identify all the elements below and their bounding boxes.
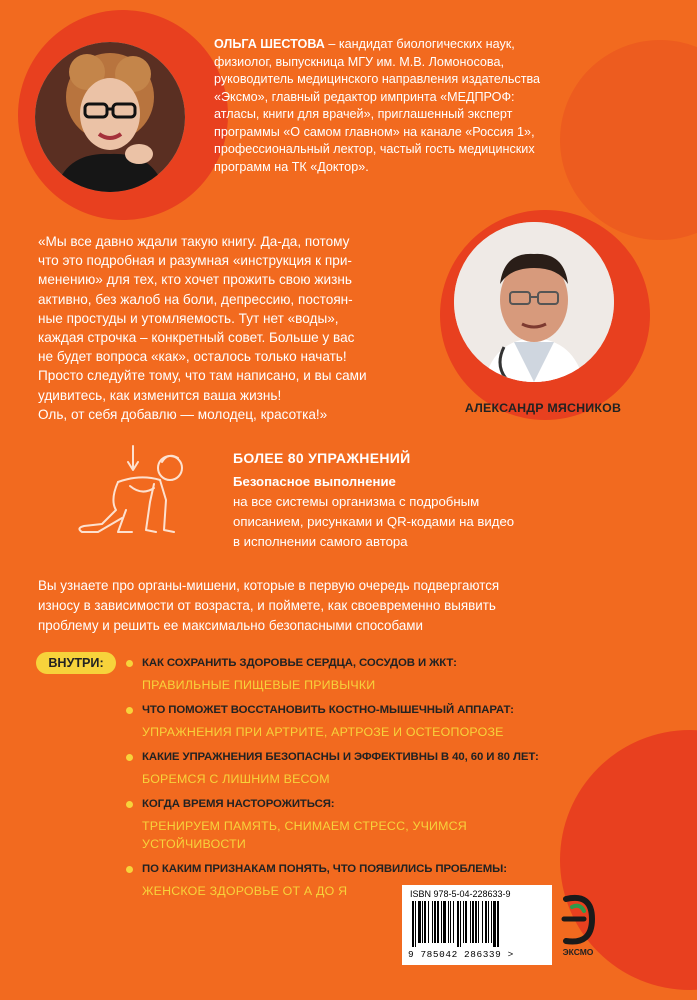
bullet-icon	[126, 866, 133, 873]
summary-line: проблему и решить ее максимально безопасными способами	[38, 618, 423, 633]
list-item	[126, 797, 566, 853]
doctor-portrait	[454, 222, 614, 382]
author-bio-line: «Эксмо», главный редактор импринта «МЕДПРОФ:	[214, 89, 515, 104]
quote-line: «Мы все давно ждали такую книгу. Да-да, потому	[38, 234, 350, 249]
quote-line: не будет вопроса «как», осталось только начать!	[38, 349, 347, 365]
bullet-icon	[126, 707, 133, 714]
author-bio-line: программ на ТК «Доктор».	[214, 159, 369, 174]
quote-line: каждая строчка – конкретный совет. Больше у вас	[38, 330, 355, 346]
bullet-icon	[126, 660, 133, 667]
author-bio-line: профессиональный лектор, частый гость медицинских	[214, 142, 535, 156]
list-item-heading: ЧТО ПОМОЖЕТ ВОССТАНОВИТЬ КОСТНО-МЫШЕЧНЫЙ АППАРАТ:	[142, 704, 514, 716]
inside-badge: ВНУТРИ:	[36, 652, 116, 674]
quote-line: что это подробная и разумная «инструкция к при-	[38, 253, 352, 269]
exercises-desc-line: описанием, рисунками и QR-кодами на видео	[233, 514, 515, 529]
summary-line: износу в зависимости от возраста, и поймете, как своевременно выявить	[38, 598, 496, 613]
quote-line: удивитесь, как изменится ваша жизнь!	[38, 387, 282, 403]
list-item-heading: КАК СОХРАНИТЬ ЗДОРОВЬЕ СЕРДЦА, СОСУДОВ И ЖКТ:	[142, 657, 457, 669]
isbn-barcode-box	[402, 885, 552, 965]
quote-line: Просто следуйте тому, что там написано, и вы сами	[38, 368, 367, 384]
author-portrait	[35, 42, 185, 192]
list-item	[126, 656, 566, 694]
list-item-heading: ПО КАКИМ ПРИЗНАКАМ ПОНЯТЬ, ЧТО ПОЯВИЛИСЬ ПРОБЛЕМЫ:	[142, 863, 507, 875]
summary-line: Вы узнаете про органы-мишени, которые в первую очередь подвергаются	[38, 578, 500, 593]
exercises-block	[233, 450, 573, 552]
endorsement-quote	[38, 232, 440, 424]
list-item-subheading: БОРЕМСЯ С ЛИШНИМ ВЕСОМ	[142, 772, 330, 786]
author-bio-line: программы «О самом главном» на канале «Россия 1»,	[214, 124, 535, 139]
exercises-desc-line: в исполнении самого автора	[233, 534, 408, 549]
list-item-subheading: ТРЕНИРУЕМ ПАМЯТЬ, СНИМАЕМ СТРЕСС, УЧИМСЯ УСТОЙЧИВОСТИ	[142, 819, 467, 851]
author-bio-line: физиолог, выпускница МГУ им. М.В. Ломоносова,	[214, 54, 504, 69]
endorser-name: АЛЕКСАНДР МЯСНИКОВ	[464, 401, 622, 415]
list-item-heading: КОГДА ВРЕМЯ НАСТОРОЖИТЬСЯ:	[142, 798, 335, 810]
author-bio-line: атласы, книги для врачей», приглашенный эксперт	[214, 107, 513, 121]
exercises-title: БОЛЕЕ 80 УПРАЖНЕНИЙ	[233, 450, 411, 466]
barcode-icon	[410, 901, 544, 947]
author-name: ОЛЬГА ШЕСТОВА	[214, 37, 325, 51]
contents-list	[126, 656, 566, 909]
publisher-name: ЭКСМО	[562, 947, 594, 957]
list-item-subheading: ПРАВИЛЬНЫЕ ПИЩЕВЫЕ ПРИВЫЧКИ	[142, 678, 376, 692]
eksmo-logo-icon	[558, 893, 598, 951]
summary-paragraph	[38, 576, 660, 636]
exercises-desc-line: на все системы организма с подробным	[233, 494, 480, 509]
list-item	[126, 703, 566, 741]
quote-line: Оль, от себя добавлю — молодец, красотка!»	[38, 406, 328, 422]
author-bio	[214, 36, 584, 176]
bullet-icon	[126, 754, 133, 761]
bullet-icon	[126, 801, 133, 808]
exercise-figure-icon	[70, 440, 195, 545]
quote-line: менению» для тех, кто хочет прожить свою жизнь	[38, 272, 352, 288]
quote-line: активно, без жалоб на боли, депрессию, постоян-	[38, 291, 353, 307]
exercises-subtitle: Безопасное выполнение	[233, 474, 396, 489]
quote-line: ные простуды и утомляемость. Тут нет «воды»,	[38, 310, 339, 326]
list-item-heading: КАКИЕ УПРАЖНЕНИЯ БЕЗОПАСНЫ И ЭФФЕКТИВНЫ В 40, 60 И 80 ЛЕТ:	[142, 751, 539, 763]
barcode-digits: 9 785042 286339 >	[408, 949, 514, 960]
author-bio-line: – кандидат биологических наук,	[324, 37, 515, 51]
list-item-subheading: ЖЕНСКОЕ ЗДОРОВЬЕ ОТ А ДО Я	[142, 884, 348, 898]
author-bio-line: руководитель медицинского направления издательства	[214, 72, 541, 86]
list-item	[126, 750, 566, 788]
isbn-label: ISBN 978-5-04-228633-9	[410, 889, 511, 899]
list-item-subheading: УПРАЖНЕНИЯ ПРИ АРТРИТЕ, АРТРОЗЕ И ОСТЕОПОРОЗЕ	[142, 725, 504, 739]
